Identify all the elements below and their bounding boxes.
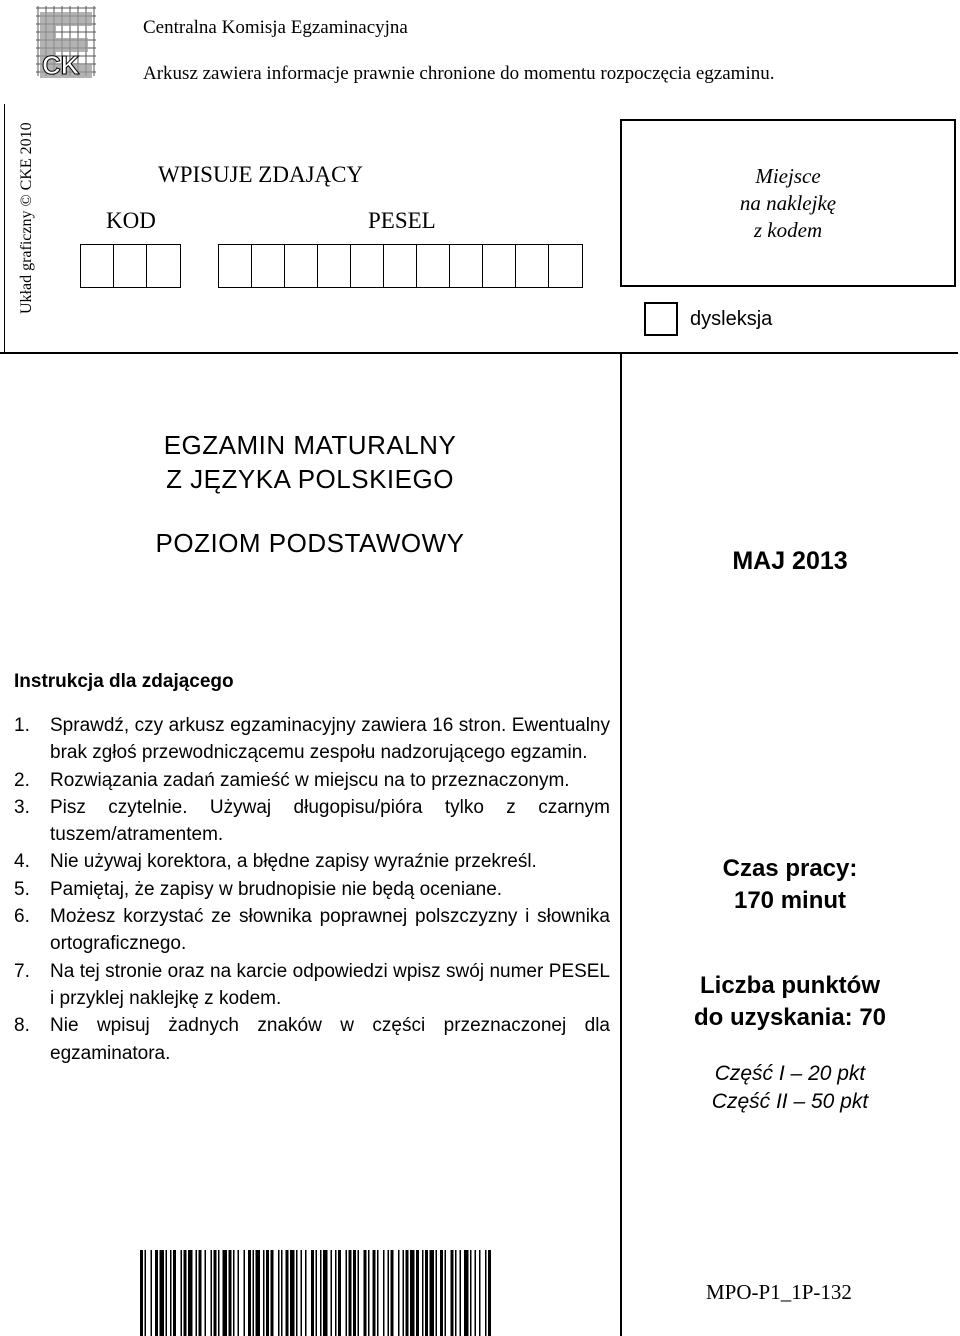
- barcode-bar: [296, 1250, 298, 1336]
- instruction-text: Rozwiązania zadań zamieść w miejscu na to przeznaczonym.: [50, 769, 570, 791]
- kod-digit-box[interactable]: [114, 245, 147, 287]
- instruction-number: 5.: [14, 878, 30, 900]
- kod-input-boxes[interactable]: [80, 244, 181, 288]
- barcode-bar: [391, 1250, 394, 1336]
- pesel-digit-box[interactable]: [483, 245, 516, 287]
- barcode-bar: [223, 1250, 228, 1336]
- barcode-bar: [211, 1250, 213, 1336]
- pesel-digit-box[interactable]: [219, 245, 252, 287]
- points-value: do uzyskania: 70: [693, 1004, 887, 1031]
- sticker-line: z kodem: [753, 218, 823, 242]
- barcode-bar: [256, 1250, 261, 1336]
- barcode-bar: [238, 1250, 240, 1336]
- barcode-bar: [377, 1250, 379, 1336]
- instruction-text: Sprawdź, czy arkusz egzaminacyjny zawiera 16 stron. Ewentualny brak zgłoś przewodniczącemu zespołu nadzorującego egzamin.: [50, 715, 610, 764]
- instruction-item: [14, 876, 610, 903]
- instruction-number: 2.: [14, 769, 30, 791]
- cke-logo: [30, 4, 104, 84]
- barcode-bar: [244, 1250, 246, 1336]
- part-one-points: Część I – 20 pkt: [714, 1062, 866, 1085]
- barcode-bar: [353, 1250, 356, 1336]
- barcode-bar: [464, 1250, 469, 1336]
- barcode-bar: [305, 1250, 307, 1336]
- candidate-heading: WPISUJE ZDAJĄCY: [158, 162, 364, 187]
- barcode-bar: [184, 1250, 187, 1336]
- barcode-bar: [445, 1250, 447, 1336]
- time-value: 170 minut: [733, 887, 847, 914]
- barcode-bar: [479, 1250, 481, 1336]
- barcode-bar: [140, 1250, 143, 1336]
- organization-name: Centralna Komisja Egzaminacyjna: [143, 17, 408, 38]
- barcode-bar: [440, 1250, 443, 1336]
- barcode-bar: [346, 1250, 348, 1336]
- sticker-placeholder: [620, 119, 956, 287]
- barcode-bar: [416, 1250, 419, 1336]
- barcode-bar: [188, 1250, 193, 1336]
- barcode-bar: [286, 1250, 289, 1336]
- pesel-digit-box[interactable]: [549, 245, 582, 287]
- barcode-bar: [358, 1250, 360, 1336]
- pesel-digit-box[interactable]: [285, 245, 318, 287]
- barcode-bar: [349, 1250, 352, 1336]
- instruction-text: Pamiętaj, że zapisy w brudnopisie nie będą oceniane.: [50, 878, 503, 900]
- barcode-bar: [383, 1250, 385, 1336]
- barcode-bar: [166, 1250, 168, 1336]
- instructions-list: [14, 712, 610, 1067]
- kod-digit-box[interactable]: [147, 245, 180, 287]
- barcode-bar: [214, 1250, 217, 1336]
- svg-text:CK: CK: [42, 50, 80, 80]
- barcode-bar: [455, 1250, 457, 1336]
- exam-session: MAJ 2013: [732, 547, 848, 575]
- barcode-bar: [266, 1250, 269, 1336]
- pesel-digit-box[interactable]: [318, 245, 351, 287]
- pesel-digit-box[interactable]: [450, 245, 483, 287]
- barcode-bar: [430, 1250, 435, 1336]
- exam-time: [622, 853, 958, 917]
- barcode-bar: [278, 1250, 280, 1336]
- exam-title: EGZAMIN MATURALNY: [163, 430, 457, 460]
- pesel-digit-box[interactable]: [516, 245, 549, 287]
- barcode-bar: [475, 1250, 477, 1336]
- time-label: Czas pracy:: [722, 855, 858, 882]
- barcode-bar: [253, 1250, 255, 1336]
- barcode-bar: [331, 1250, 333, 1336]
- barcode-bar: [460, 1250, 462, 1336]
- dyslexia-checkbox[interactable]: [644, 302, 678, 336]
- instruction-text: Pisz czytelnie. Używaj długopisu/pióra tylko z czarnym tuszem/atramentem.: [50, 796, 610, 846]
- instructions-heading: Instrukcja dla zdającego: [14, 671, 234, 692]
- barcode-bar: [196, 1250, 198, 1336]
- barcode-bar: [410, 1250, 415, 1336]
- instruction-item: [14, 848, 610, 875]
- barcode-bar: [229, 1250, 232, 1336]
- barcode-bar: [488, 1250, 491, 1336]
- instruction-number: 8.: [14, 1015, 30, 1037]
- barcode-bar: [145, 1250, 147, 1336]
- barcode-bar: [436, 1250, 438, 1336]
- sticker-line: Miejsce: [755, 164, 821, 188]
- barcode-bar: [271, 1250, 274, 1336]
- pesel-label: PESEL: [368, 208, 436, 233]
- confidentiality-notice: Arkusz zawiera informacje prawnie chronione do momentu rozpoczęcia egzaminu.: [143, 63, 775, 84]
- barcode-bar: [425, 1250, 428, 1336]
- barcode-bar: [290, 1250, 295, 1336]
- points-label: Liczba punktów: [700, 972, 880, 999]
- barcode-bar: [323, 1250, 328, 1336]
- instruction-item: [14, 1012, 610, 1067]
- barcode-bar: [199, 1250, 202, 1336]
- barcode-bar: [170, 1250, 172, 1336]
- instruction-item: [14, 712, 610, 767]
- copyright-notice: Układ graficzny © CKE 2010: [18, 122, 35, 314]
- barcode-bar: [485, 1250, 487, 1336]
- pesel-digit-box[interactable]: [252, 245, 285, 287]
- instruction-number: 7.: [14, 960, 30, 982]
- instruction-number: 4.: [14, 851, 30, 873]
- barcode-bar: [364, 1250, 367, 1336]
- exam-code: MPO-P1_1P-132: [706, 1280, 852, 1304]
- barcode-bar: [451, 1250, 454, 1336]
- barcode-bar: [218, 1250, 220, 1336]
- barcode-bar: [368, 1250, 370, 1336]
- barcode-bar: [301, 1250, 303, 1336]
- instruction-number: 6.: [14, 906, 30, 928]
- part-two-points: Część II – 50 pkt: [711, 1090, 869, 1113]
- instruction-item: [14, 767, 610, 794]
- exam-subject: Z JĘZYKA POLSKIEGO: [166, 464, 454, 494]
- barcode-bar: [160, 1250, 165, 1336]
- barcode-bar: [155, 1250, 158, 1336]
- pesel-input-boxes[interactable]: [218, 244, 583, 288]
- divider-left: [4, 104, 5, 352]
- instruction-item: [14, 903, 610, 958]
- barcode-bar: [233, 1250, 235, 1336]
- barcode-bar: [398, 1250, 400, 1336]
- pesel-digit-box[interactable]: [417, 245, 450, 287]
- dyslexia-label: dysleksja: [690, 308, 773, 330]
- barcode-bar: [151, 1250, 153, 1336]
- instruction-text: Nie używaj korektora, a błędne zapisy wyraźnie przekreśl.: [50, 851, 537, 873]
- barcode-bar: [422, 1250, 424, 1336]
- barcode-bar: [173, 1250, 176, 1336]
- barcode-bar: [181, 1250, 183, 1336]
- barcode-bar: [388, 1250, 390, 1336]
- instruction-number: 3.: [14, 796, 30, 818]
- barcode-image: [140, 1250, 610, 1336]
- barcode-bar: [263, 1250, 265, 1336]
- barcode-bar: [316, 1250, 318, 1336]
- kod-digit-box[interactable]: [81, 245, 114, 287]
- barcode-bar: [335, 1250, 337, 1336]
- instruction-text: Na tej stronie oraz na karcie odpowiedzi wpisz swój numer PESEL i przyklej naklejkę z kodem.: [50, 960, 610, 1009]
- instruction-item: [14, 958, 610, 1013]
- exam-parts: [622, 1060, 958, 1116]
- instruction-text: Możesz korzystać ze słownika poprawnej polszczyzny i słownika ortograficznego.: [50, 906, 610, 955]
- barcode-bar: [320, 1250, 322, 1336]
- instruction-number: 1.: [14, 715, 30, 736]
- barcode-bar: [338, 1250, 341, 1336]
- divider-vertical: [620, 352, 622, 1336]
- barcode-bar: [406, 1250, 409, 1336]
- barcode-bar: [205, 1250, 207, 1336]
- barcode-bar: [373, 1250, 376, 1336]
- barcode-bar: [248, 1250, 251, 1336]
- instruction-text: Nie wpisuj żadnych znaków w części przeznaczonej dla egzaminatora.: [50, 1015, 610, 1064]
- exam-level: POZIOM PODSTAWOWY: [155, 528, 465, 558]
- sticker-line: na naklejkę: [739, 191, 837, 215]
- barcode-bar: [311, 1250, 314, 1336]
- instruction-item: [14, 794, 610, 849]
- pesel-digit-box[interactable]: [351, 245, 384, 287]
- barcode-bar: [281, 1250, 283, 1336]
- barcode-bar: [470, 1250, 472, 1336]
- barcode-bar: [403, 1250, 405, 1336]
- kod-label: KOD: [106, 208, 156, 233]
- exam-points: [622, 970, 958, 1034]
- divider-horizontal: [0, 352, 958, 354]
- pesel-digit-box[interactable]: [384, 245, 417, 287]
